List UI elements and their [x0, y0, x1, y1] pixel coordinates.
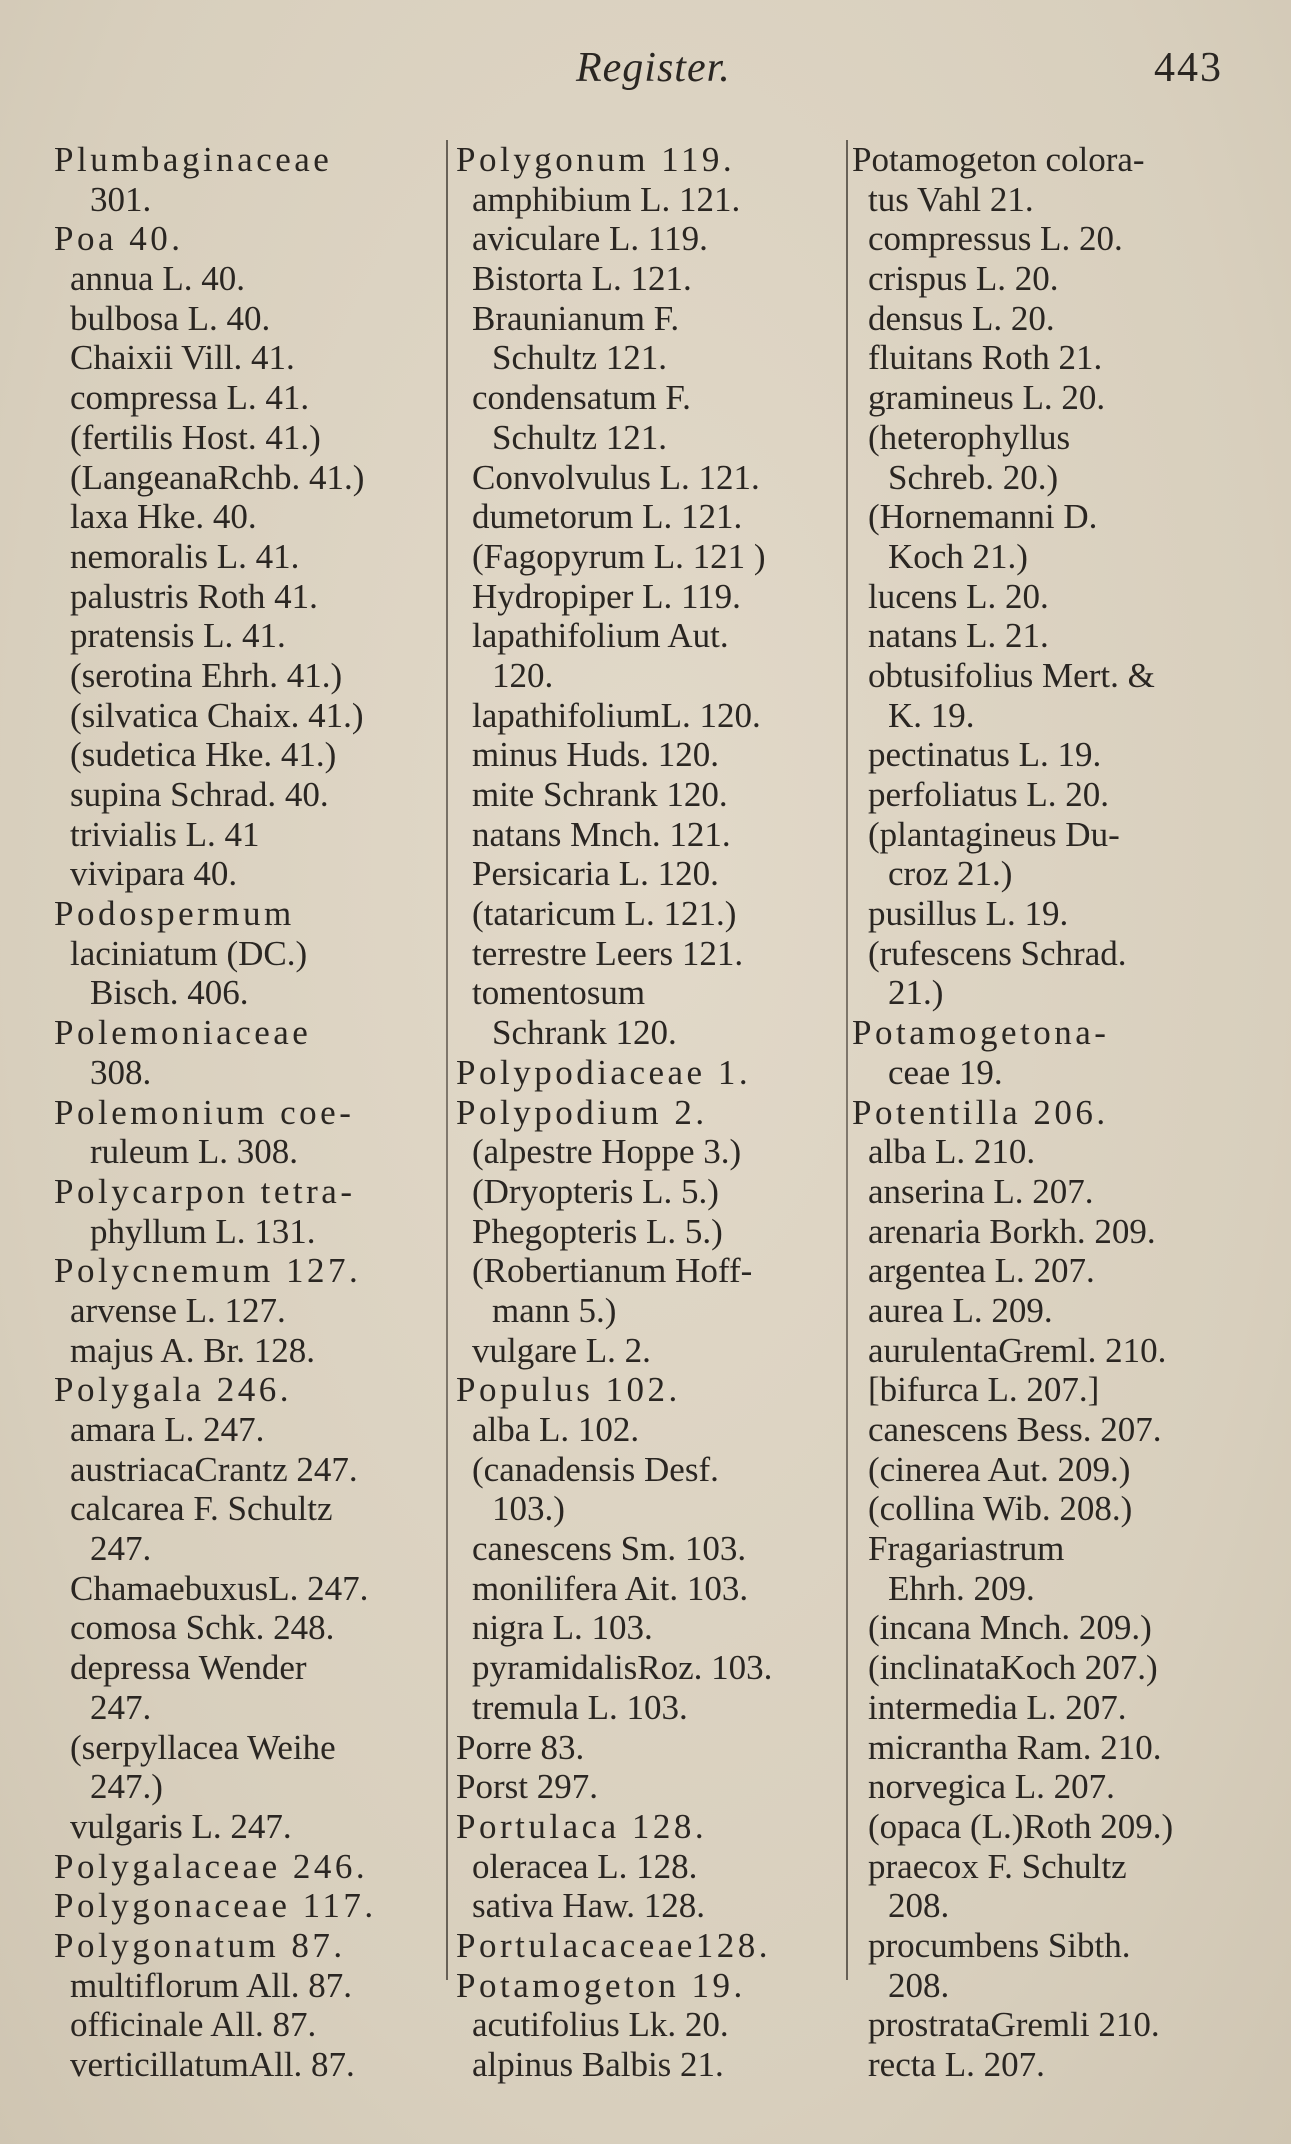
index-entry: calcarea F. Schultz [70, 1489, 333, 1529]
index-entry: verticillatumAll. 87. [70, 2045, 355, 2084]
index-entry: lucens L. 20. [868, 576, 1049, 616]
index-entry: (canadensis Desf. [472, 1449, 719, 1489]
index-entry: pratensis L. 41. [70, 616, 286, 656]
index-entry: prostrataGremli 210. [868, 2005, 1160, 2045]
index-entry: austriacaCrantz 247. [70, 1449, 358, 1489]
index-entry: comosa Schk. 248. [70, 1608, 335, 1648]
index-entry: Fragariastrum [868, 1529, 1065, 1569]
index-entry: intermedia L. 207. [868, 1687, 1127, 1727]
index-entry: lapathifoliumL. 120. [472, 695, 761, 735]
index-entry: (Robertianum Hoff- [472, 1251, 753, 1291]
index-entry: monilifera Ait. 103. [472, 1568, 749, 1608]
index-entry: (incana Mnch. 209.) [868, 1608, 1152, 1648]
index-entry: dumetorum L. 121. [472, 497, 743, 537]
index-entry: Potamogeton 19. [456, 1965, 746, 2005]
index-entry: Polypodiaceae 1. [456, 1052, 752, 1092]
index-entry: 247. [90, 1687, 152, 1727]
index-entry: Podospermum [54, 894, 295, 934]
index-entry: (Dryopteris L. 5.) [472, 1171, 719, 1211]
index-entry: condensatum F. [472, 378, 691, 418]
index-entry: officinale All. 87. [70, 2005, 317, 2045]
index-entry: Portulacaceae128. [456, 1925, 772, 1965]
index-entry: crispus L. 20. [868, 259, 1059, 299]
index-entry: (silvatica Chaix. 41.) [70, 695, 364, 735]
index-entry: densus L. 20. [868, 298, 1055, 338]
index-column-2 [456, 140, 846, 2085]
index-entry: (opaca (L.)Roth 209.) [868, 1806, 1174, 1846]
index-entry: praecox F. Schultz [868, 1846, 1127, 1886]
running-title: Register. [576, 45, 731, 91]
index-entry: Polypodium 2. [456, 1092, 708, 1132]
index-entry: norvegica L. 207. [868, 1767, 1115, 1807]
index-entry: Schreb. 20.) [888, 457, 1059, 497]
index-entry: procumbens Sibth. [868, 1925, 1131, 1965]
index-entry: compressa L. 41. [70, 378, 310, 418]
index-entry: acutifolius Lk. 20. [472, 2005, 729, 2045]
index-entry: (sudetica Hke. 41.) [70, 735, 337, 775]
index-entry: fluitans Roth 21. [868, 338, 1103, 378]
index-entry: pusillus L. 19. [868, 894, 1069, 934]
index-entry: Polygala 246. [54, 1370, 292, 1410]
index-entry: tremula L. 103. [472, 1687, 688, 1727]
index-entry: K. 19. [888, 695, 975, 735]
index-entry: alpinus Balbis 21. [472, 2045, 724, 2084]
column-divider [846, 140, 848, 1980]
index-entry: Porst 297. [456, 1767, 598, 1807]
index-entry: Porre 83. [456, 1727, 585, 1767]
index-entry: 120. [492, 655, 554, 695]
index-entry: Populus 102. [456, 1370, 681, 1410]
index-entry: compressus L. 20. [868, 219, 1123, 259]
index-entry: 208. [888, 1965, 950, 2005]
index-entry: anserina L. 207. [868, 1171, 1094, 1211]
index-entry: Potamogetona- [852, 1013, 1110, 1053]
index-entry: nemoralis L. 41. [70, 536, 300, 576]
index-entry: (alpestre Hoppe 3.) [472, 1132, 742, 1172]
index-column-1 [54, 140, 442, 2085]
index-entry: croz 21.) [888, 854, 1013, 894]
index-entry: ceae 19. [888, 1052, 1003, 1092]
index-entry: Convolvulus L. 121. [472, 457, 760, 497]
page-number: 443 [1154, 45, 1223, 91]
index-entry: pectinatus L. 19. [868, 735, 1102, 775]
index-entry: 301. [90, 179, 152, 219]
index-entry: annua L. 40. [70, 259, 245, 299]
index-entry: (serpyllacea Weihe [70, 1727, 336, 1767]
index-entry: (Fagopyrum L. 121 ) [472, 536, 766, 576]
index-entry: Schultz 121. [492, 417, 667, 457]
index-entry: aviculare L. 119. [472, 219, 708, 259]
index-entry: (cinerea Aut. 209.) [868, 1449, 1131, 1489]
index-entry: oleracea L. 128. [472, 1846, 698, 1886]
column-divider [446, 140, 448, 1980]
index-entry: bulbosa L. 40. [70, 298, 271, 338]
index-entry: Chaixii Vill. 41. [70, 338, 295, 378]
index-entry: majus A. Br. 128. [70, 1330, 316, 1370]
index-entry: laciniatum (DC.) [70, 933, 308, 973]
index-entry: arvense L. 127. [70, 1290, 286, 1330]
index-entry: pyramidalisRoz. 103. [472, 1648, 773, 1688]
index-entry: tomentosum [472, 973, 646, 1013]
index-entry: Schrank 120. [492, 1013, 677, 1053]
index-entry: Braunianum F. [472, 298, 680, 338]
index-entry: arenaria Borkh. 209. [868, 1211, 1156, 1251]
index-entry: canescens Sm. 103. [472, 1529, 747, 1569]
index-entry: Hydropiper L. 119. [472, 576, 741, 616]
index-entry: 208. [888, 1886, 950, 1926]
index-entry: micrantha Ram. 210. [868, 1727, 1162, 1767]
index-entry: natans Mnch. 121. [472, 814, 731, 854]
index-entry: [bifurca L. 207.] [868, 1370, 1100, 1410]
index-entry: (tataricum L. 121.) [472, 894, 737, 934]
index-entry: (plantagineus Du- [868, 814, 1120, 854]
index-entry: Polycnemum 127. [54, 1251, 362, 1291]
index-entry: supina Schrad. 40. [70, 775, 329, 814]
index-entry: vulgare L. 2. [472, 1330, 651, 1370]
index-entry: Persicaria L. 120. [472, 854, 719, 894]
index-entry: (serotina Ehrh. 41.) [70, 655, 343, 695]
index-entry: 247. [90, 1529, 152, 1569]
index-entry: argentea L. 207. [868, 1251, 1095, 1291]
index-entry: natans L. 21. [868, 616, 1049, 656]
index-entry: terrestre Leers 121. [472, 933, 744, 973]
page-header [0, 36, 1291, 106]
index-entry: Polygonum 119. [456, 140, 736, 179]
index-entry: Polygalaceae 246. [54, 1846, 369, 1886]
index-entry: canescens Bess. 207. [868, 1410, 1162, 1449]
index-entry: 103.) [492, 1489, 565, 1529]
index-entry: alba L. 102. [472, 1410, 640, 1449]
index-entry: ruleum L. 308. [90, 1132, 299, 1172]
index-entry: aurulentaGreml. 210. [868, 1330, 1167, 1370]
index-entry: Polygonaceae 117. [54, 1886, 377, 1926]
index-entry: Polemonium coe- [54, 1092, 355, 1132]
index-entry: Bistorta L. 121. [472, 259, 692, 299]
index-entry: lapathifolium Aut. [472, 616, 729, 656]
index-entry: Phegopteris L. 5.) [472, 1211, 723, 1251]
index-entry: amphibium L. 121. [472, 179, 741, 219]
index-entry: Ehrh. 209. [888, 1568, 1035, 1608]
index-entry: palustris Roth 41. [70, 576, 318, 616]
index-entry: Potamogeton colora- [852, 140, 1145, 179]
index-entry: Koch 21.) [888, 536, 1028, 576]
index-entry: Polygonatum 87. [54, 1925, 346, 1965]
index-entry: amara L. 247. [70, 1410, 265, 1449]
index-entry: tus Vahl 21. [868, 179, 1034, 219]
index-entry: 21.) [888, 973, 944, 1013]
index-entry: gramineus L. 20. [868, 378, 1106, 418]
index-entry: Polemoniaceae [54, 1013, 312, 1053]
index-entry: nigra L. 103. [472, 1608, 653, 1648]
index-entry: mann 5.) [492, 1290, 617, 1330]
index-entry: laxa Hke. 40. [70, 497, 257, 537]
index-entry: phyllum L. 131. [90, 1211, 316, 1251]
index-entry: vivipara 40. [70, 854, 238, 894]
index-entry: (collina Wib. 208.) [868, 1489, 1133, 1529]
index-entry: obtusifolius Mert. & [868, 655, 1155, 695]
index-entry: perfoliatus L. 20. [868, 775, 1110, 814]
index-entry: alba L. 210. [868, 1132, 1036, 1172]
index-entry: Poa 40. [54, 219, 184, 259]
index-entry: recta L. 207. [868, 2045, 1045, 2084]
index-entry: mite Schrank 120. [472, 775, 728, 814]
index-entry: 308. [90, 1052, 152, 1092]
index-entry: (fertilis Host. 41.) [70, 417, 321, 457]
index-column-3 [852, 140, 1252, 2085]
index-entry: multiflorum All. 87. [70, 1965, 352, 2005]
index-entry: (Hornemanni D. [868, 497, 1098, 537]
index-entry: (heterophyllus [868, 417, 1071, 457]
index-entry: Portulaca 128. [456, 1806, 708, 1846]
index-entry: Plumbaginaceae [54, 140, 333, 179]
index-entry: Potentilla 206. [852, 1092, 1109, 1132]
index-entry: Polycarpon tetra- [54, 1171, 356, 1211]
index-entry: (rufescens Schrad. [868, 933, 1127, 973]
index-entry: vulgaris L. 247. [70, 1806, 292, 1846]
index-entry: (LangeanaRchb. 41.) [70, 457, 365, 497]
index-entry: 247.) [90, 1767, 163, 1807]
index-entry: aurea L. 209. [868, 1290, 1053, 1330]
index-entry: trivialis L. 41 [70, 814, 260, 854]
index-entry: sativa Haw. 128. [472, 1886, 705, 1926]
index-entry: ChamaebuxusL. 247. [70, 1568, 369, 1608]
index-entry: Bisch. 406. [90, 973, 249, 1013]
index-entry: (inclinataKoch 207.) [868, 1648, 1158, 1688]
index-entry: depressa Wender [70, 1648, 307, 1688]
index-entry: minus Huds. 120. [472, 735, 719, 775]
index-entry: Schultz 121. [492, 338, 667, 378]
